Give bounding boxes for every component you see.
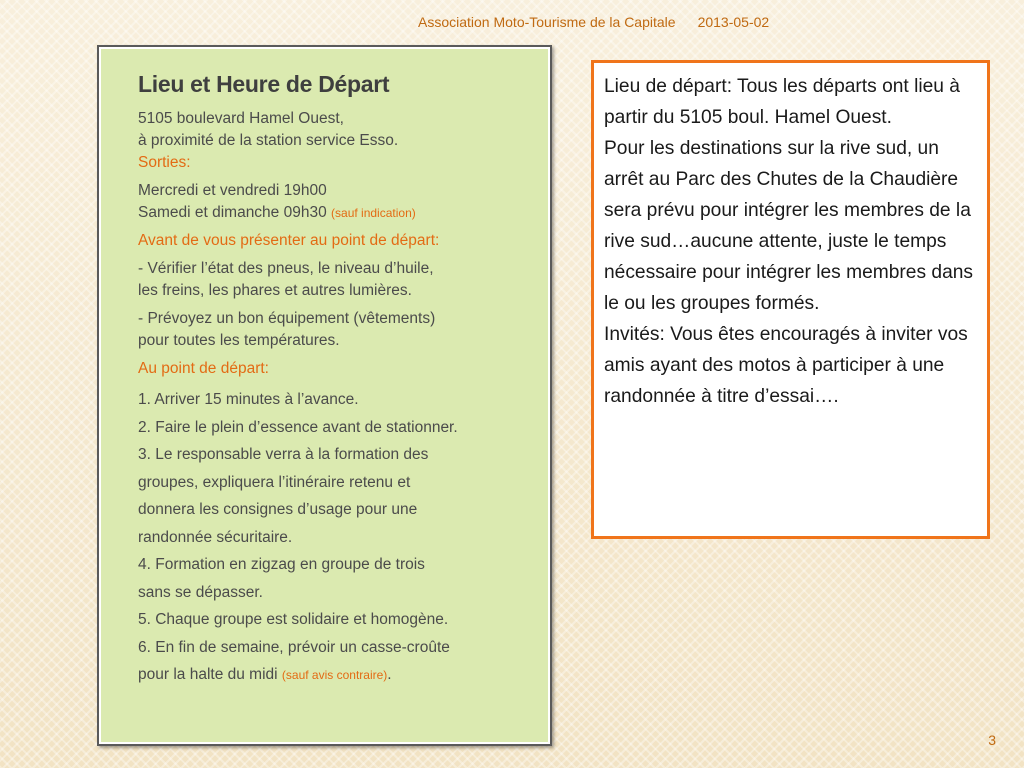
point-item [138,661,538,690]
avant-item: pour toutes les températures. [138,332,340,349]
schedule-note: (sauf indication) [331,206,416,220]
invites-text: Vous êtes encouragés à inviter vos amis ayant des motos à participer à une randonnée à titre d’essai…. [604,324,968,407]
rive-paragraph [604,133,979,319]
lieu-text: Tous les départs ont lieu à partir du 5105 boul. Hamel Ouest. [604,76,960,128]
avant-item: - Vérifier l’état des pneus, le niveau d’huile, [138,260,434,277]
header-date: 2013-05-02 [697,14,770,30]
point-item: 2. Faire le plein d’essence avant de stationner. [138,418,458,436]
invites-paragraph [604,319,979,412]
address-line: 5105 boulevard Hamel Ouest, [138,110,344,127]
avant-item: - Prévoyez un bon équipement (vêtements) [138,310,436,327]
lieu-paragraph [604,71,979,133]
point-heading: Au point de départ: [138,360,269,377]
point-item: 5. Chaque groupe est solidaire et homogène. [138,611,449,628]
point-item: randonnée sécuritaire. [138,528,293,546]
arret-word: arrêt [604,169,644,190]
lieu-label: Lieu de départ [604,76,727,97]
invites-label: Invités: [604,324,665,345]
final-note: (sauf avis contraire) [281,668,388,682]
card-title: Lieu et Heure de Départ [138,71,390,97]
association-name: Association Moto-Tourisme de la Capitale [418,14,676,30]
point-item: donnera les consignes d’usage pour une [138,501,418,518]
schedule-line [138,202,538,224]
page-number: 3 [988,732,996,748]
address-line: à proximité de la station service Esso. [138,132,399,149]
point-item: 4. Formation en zigzag en groupe de trois [138,556,425,573]
lieu-colon: : [726,76,733,97]
point-item: 1. Arriver 15 minutes à l’avance. [138,391,359,408]
point-item-text: pour la halte du midi [138,666,278,683]
departure-info-content [138,71,538,690]
description-textbox [591,60,990,539]
point-item: groupes, expliquera l’itinéraire retenu et [138,473,411,491]
point-item: 3. Le responsable verra à la formation des [138,446,429,463]
schedule-line: Mercredi et vendredi 19h00 [138,182,327,199]
departure-info-image [97,45,552,746]
final-period: . [387,666,392,683]
rive-text-b: au Parc des Chutes de la Chaudière sera prévu pour intégrer les membres de la rive sud…aucune attente, juste le temps nécessaire pour intégrer les membres dans le ou les groupes formés. [604,169,974,314]
schedule-text: Samedi et dimanche 09h30 [138,204,327,221]
avant-heading: Avant de vous présenter au point de départ: [138,232,440,249]
rive-text-a: Pour les destinations sur la rive sud, un [604,138,939,159]
slide-header [418,14,791,34]
point-item: sans se dépasser. [138,583,263,601]
point-item: 6. En fin de semaine, prévoir un casse-croûte [138,638,450,656]
sorties-heading: Sorties: [138,154,191,171]
avant-item: les freins, les phares et autres lumières. [138,282,412,299]
